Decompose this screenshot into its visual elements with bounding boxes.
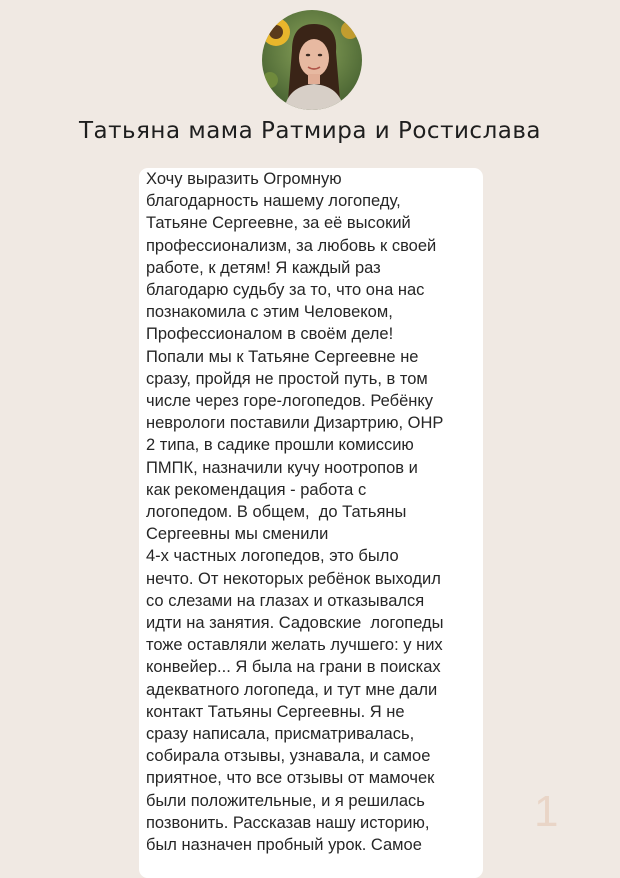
review-line: благодарю судьбу за то, что она нас (146, 281, 425, 300)
review-line: контакт Татьяны Сергеевны. Я не (146, 702, 405, 721)
review-line: познакомила с этим Человеком, (146, 303, 393, 322)
review-card (139, 168, 483, 878)
review-text (146, 168, 483, 856)
author-avatar (262, 10, 362, 110)
review-line: Попали мы к Татьяне Сергеевне не (146, 347, 419, 366)
review-line: идти на занятия. Садовские логопеды (146, 614, 444, 633)
review-line: тоже оставляли желать лучшего: у них (146, 636, 443, 655)
review-line: были положительные, и я решилась (146, 791, 425, 810)
review-line: Профессионалом в своём деле! (146, 325, 394, 344)
review-line: благодарность нашему логопеду, (146, 192, 401, 211)
review-line: работе, к детям! Я каждый раз (146, 258, 381, 277)
review-line: собирала отзывы, узнавала, и самое (146, 747, 431, 766)
review-line: числе через горе-логопедов. Ребёнку (146, 392, 434, 411)
review-line: сразу написала, присматривалась, (146, 725, 415, 744)
review-line: Хочу выразить Огромную (146, 170, 342, 188)
text-fade (139, 856, 483, 878)
review-line: неврологи поставили Дизартрию, ОНР (146, 414, 444, 433)
author-photo (262, 10, 362, 110)
review-line: адекватного логопеда, и тут мне дали (146, 680, 438, 699)
review-line: приятное, что все отзывы от мамочек (146, 769, 435, 788)
author-name: Татьяна мама Ратмира и Ростислава (78, 118, 542, 144)
review-line: как рекомендация - работа с (146, 480, 367, 499)
review-line: профессионализм, за любовь к своей (146, 236, 437, 255)
review-line: логопедом. В общем, до Татьяны (146, 503, 407, 522)
review-line: был назначен пробный урок. Самое (146, 836, 422, 855)
review-line: нечто. От некоторых ребёнок выходил (146, 569, 441, 588)
review-line: 2 типа, в садике прошли комиссию (146, 436, 414, 455)
review-line: конвейер... Я была на грани в поисках (146, 658, 441, 677)
review-line: позвонить. Рассказав нашу историю, (146, 813, 430, 832)
review-line: со слезами на глазах и отказывался (146, 591, 425, 610)
review-line: ПМПК, назначили кучу ноотропов и (146, 458, 418, 477)
review-line: Татьяне Сергеевне, за её высокий (146, 214, 411, 233)
review-line: сразу, пройдя не простой путь, в том (146, 369, 428, 388)
review-line: 4-х частных логопедов, это было (146, 547, 399, 566)
review-line: Сергеевны мы сменили (146, 525, 329, 544)
slide-number: 1 (534, 787, 559, 836)
